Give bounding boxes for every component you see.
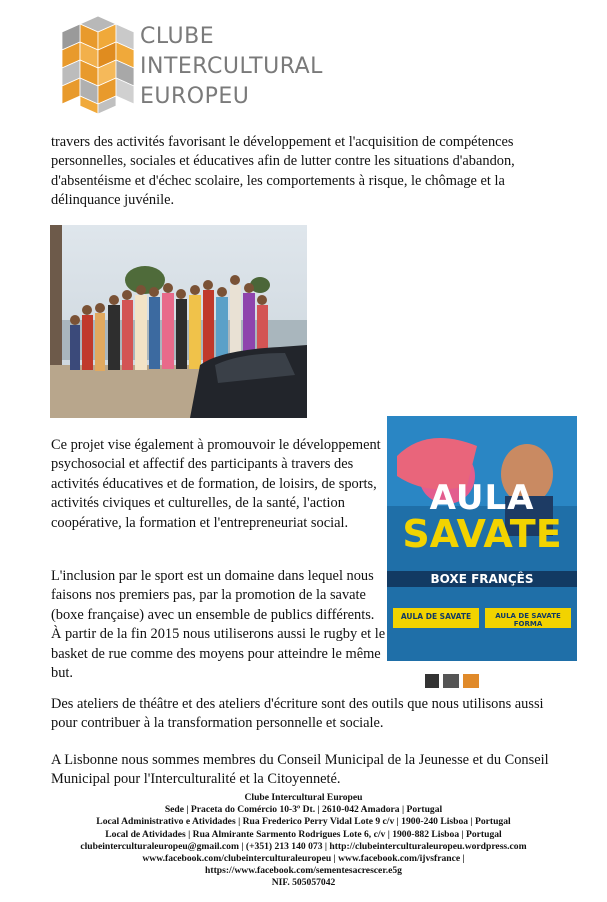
footer-facebook-2: https://www.facebook.com/sementesacrescer.e5g xyxy=(205,865,402,877)
logo-wordmark xyxy=(140,22,323,112)
logo-line-1: CLUBE xyxy=(140,24,215,49)
footer-admin-address: Local Administrativo e Atividades | Rua Frederico Perry Vidal Lote 9 c/v | 1900-240 Lisboa | Portugal xyxy=(96,816,511,828)
clube-logo-icon xyxy=(58,14,138,116)
logo-line-2: INTERCULTURAL xyxy=(140,54,323,79)
savate-poster xyxy=(387,416,577,696)
poster-subtitle: BOXE FRANÇÊS xyxy=(430,572,534,586)
poster-title-savate: SAVATE xyxy=(402,512,562,556)
footer-org-name: Clube Intercultural Europeu xyxy=(244,792,363,803)
footer-contact: clubeinterculturaleuropeu@gmail.com | (+351) 213 140 073 | http://clubeinterculturaleuropeu.wordpress.com xyxy=(80,840,527,852)
footer-nif: NIF. 505057042 xyxy=(271,877,336,889)
sport-inclusion-paragraph: L'inclusion par le sport est un domaine dans lequel nous faisons nos premiers pas, par la promotion de la savate (boxe française) avec un ensemble de publics différents. À partir de la fin 2015 nous utiliserons aussi le rugby et le basket de rue comme des moyens pour atteindre le même but. xyxy=(51,568,386,682)
footer-headquarters: Sede | Praceta do Comércio 10-3º Dt. | 2610-042 Amadora | Portugal xyxy=(164,804,443,816)
project-paragraph: Ce projet vise également à promouvoir le développement psychosocial et affectif des participants à travers des activités éducatives et de formation, de loisirs, de sports, activités civiques et culturelles, de la santé, l'action coopérative, la formation et l'entrepreneuriat social. xyxy=(51,437,381,531)
poster-box-2: AULA DE SAVATE FORMA xyxy=(495,612,561,628)
group-photo xyxy=(50,225,307,418)
footer xyxy=(30,792,577,890)
poster-box-1: AULA DE SAVATE xyxy=(400,612,472,621)
lisbon-paragraph: A Lisbonne nous sommes membres du Conseil Municipal de la Jeunesse et du Conseil Municipal pour l'Interculturalité et la Citoyenneté. xyxy=(51,752,549,788)
footer-facebook: www.facebook.com/clubeinterculturaleuropeu | www.facebook.com/ijvsfrance | xyxy=(142,853,465,865)
poster-artwork xyxy=(387,416,577,696)
workshops-paragraph: Des ateliers de théâtre et des ateliers d'écriture sont des outils que nous utilisons aussi pour contribuer à la transformation personnelle et sociale. xyxy=(51,696,544,732)
poster-title-aula: AULA xyxy=(429,478,535,518)
logo-line-3: EUROPEU xyxy=(140,84,250,109)
footer-activities-address: Local de Atividades | Rua Almirante Sarmento Rodrigues Lote 6, c/v | 1900-882 Lisboa | Portugal xyxy=(105,828,502,840)
intro-paragraph: travers des activités favorisant le développement et l'acquisition de compétences personnelles, sociales et éducatives afin de lutter contre les situations d'abandon, d'absentéisme et d'échec scolaire, les comportements à risque, le chômage et la délinquance juvénile. xyxy=(51,134,515,209)
